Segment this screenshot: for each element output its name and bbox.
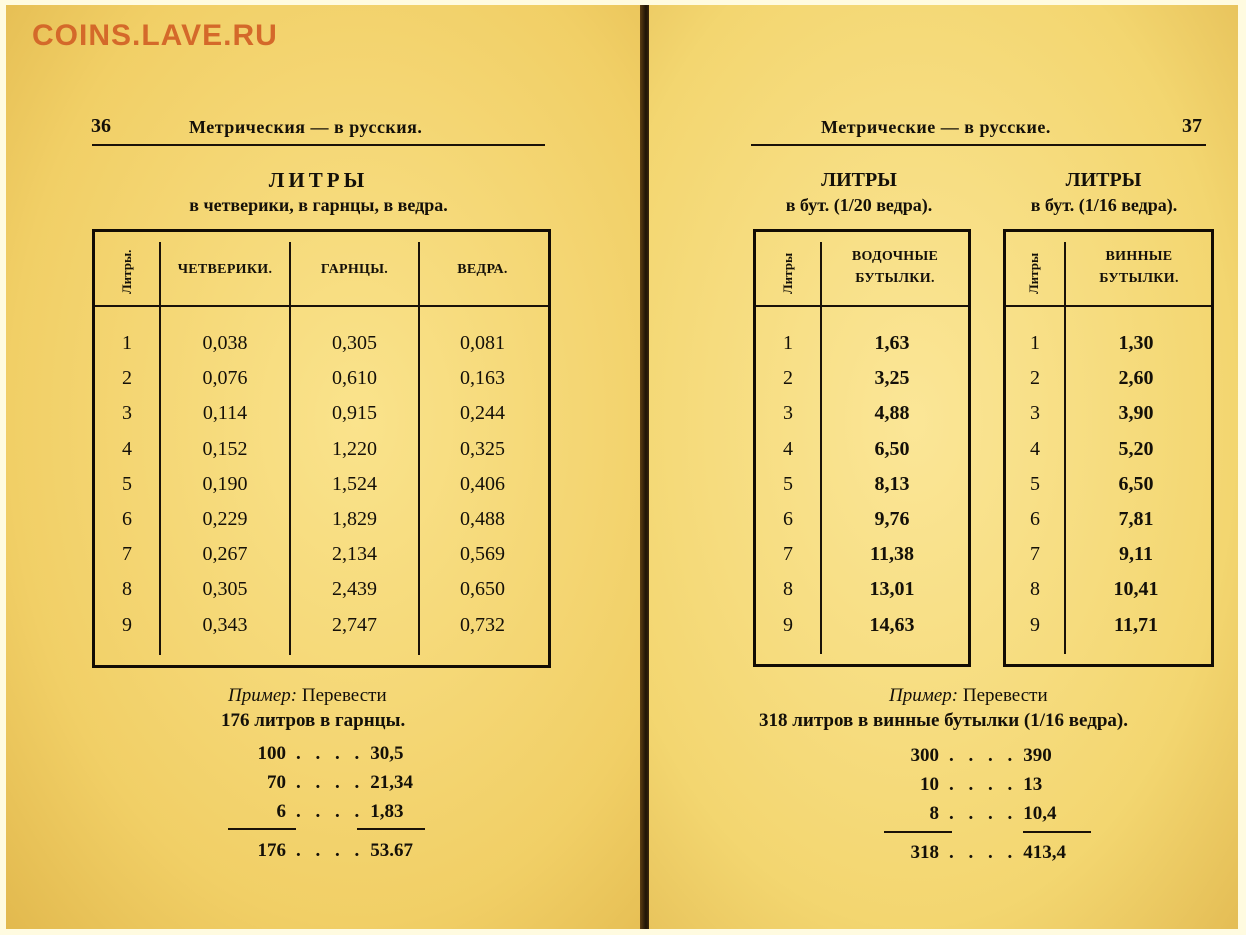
calc-leader-dots: . . . . (296, 801, 365, 822)
calc-total (894, 842, 1066, 864)
wine-table-cell: 10,41 (1113, 578, 1159, 601)
left-example-line2: 176 литров в гарнцы. (221, 710, 406, 731)
calc-result: 30,5 (370, 743, 404, 764)
wine-table-cell: 8 (1030, 578, 1040, 601)
left-table-cell: 2 (122, 367, 132, 390)
left-table-cell: 0,190 (202, 472, 248, 495)
table-b-subtitle: в бут. (1/16 ведра). (1030, 195, 1178, 215)
header-chetveriki: ЧЕТВЕРИКИ. (177, 262, 273, 277)
vodka-table-cell: 3 (783, 402, 793, 425)
left-title: ЛИТРЫ (268, 168, 369, 192)
header-divider (95, 305, 548, 307)
table-b-title: ЛИТРЫ (1065, 169, 1142, 191)
sum-rule (1023, 831, 1091, 833)
calc-leader-dots: . . . . (949, 745, 1018, 766)
left-table-cell: 6 (122, 508, 132, 530)
page-number-right: 37 (1182, 115, 1202, 137)
calc-result: 390 (1023, 745, 1052, 766)
calc-result: 53.67 (370, 840, 413, 861)
wine-table-cell: 7,81 (1118, 508, 1154, 530)
wine-table-cell: 3 (1030, 402, 1040, 425)
table-a-subtitle: в бут. (1/20 ведра). (785, 195, 933, 215)
calc-row (894, 745, 1052, 767)
header-wine-bottles: ВИННЫЕ БУТЫЛКИ. (1099, 249, 1179, 286)
calc-result: 10,4 (1023, 803, 1057, 824)
running-head-left: Метрическия — в русския. (189, 117, 423, 137)
calc-liters: 300 (910, 745, 939, 766)
left-table-cell: 7 (122, 543, 132, 566)
vodka-table-cell: 4 (783, 437, 793, 460)
wine-bottles-table (1003, 229, 1214, 667)
vodka-bottles-table (753, 229, 971, 667)
left-table-cell: 0,229 (202, 508, 248, 530)
wine-table-cell: 5 (1030, 472, 1040, 495)
left-table-cell: 2,134 (332, 543, 377, 566)
wine-table-cell: 5,20 (1118, 437, 1154, 460)
left-conversion-table (92, 229, 551, 668)
calc-liters: 6 (276, 801, 286, 822)
vodka-table-cell: 1 (783, 332, 793, 354)
left-table-cell: 0,732 (460, 613, 505, 636)
left-table-cell: 0,244 (460, 402, 505, 425)
wine-table-cell: 9 (1030, 613, 1040, 636)
header-vodka-bottles: ВОДОЧНЫЕ БУТЫЛКИ. (851, 249, 939, 286)
left-table-cell: 1,524 (332, 472, 377, 495)
wine-table-cell: 4 (1030, 437, 1040, 460)
vodka-table-cell: 1,63 (874, 332, 910, 354)
left-table-cell: 0,650 (460, 578, 505, 601)
page-number-left: 36 (91, 115, 111, 137)
left-table-cell: 0,305 (202, 578, 248, 601)
left-table-cell: 0,343 (202, 613, 248, 636)
left-table-cell: 2,439 (332, 578, 377, 601)
vodka-table-cell: 8 (783, 578, 793, 601)
calc-leader-dots: . . . . (296, 840, 365, 861)
left-table-cell: 0,081 (460, 332, 505, 354)
calc-leader-dots: . . . . (949, 774, 1018, 795)
vodka-table-cell: 5 (783, 472, 793, 495)
left-table-cell: 0,038 (202, 332, 248, 354)
vodka-table-cell: 9 (783, 613, 793, 636)
wine-table-cell: 6 (1030, 508, 1040, 530)
left-table-cell: 0,569 (460, 543, 505, 566)
vodka-table-cell: 4,88 (874, 402, 910, 425)
vodka-table-cell: 14,63 (869, 613, 915, 636)
wine-table-cell: 1,30 (1118, 332, 1154, 354)
right-example-line2: 318 литров в винные бутылки (1/16 ведра). (759, 710, 1128, 731)
right-page (649, 5, 1238, 929)
left-table-cell: 1,220 (332, 437, 377, 460)
header-liters: Литры. (119, 249, 134, 294)
calc-row (894, 803, 1057, 825)
calc-row (234, 743, 404, 765)
left-table-cell: 3 (122, 402, 132, 425)
vodka-table-cell: 6,50 (874, 437, 910, 460)
vodka-table-cell: 13,01 (869, 578, 915, 601)
calc-liters: 318 (910, 842, 939, 863)
left-table-cell: 0,114 (202, 402, 248, 425)
left-table-cell: 4 (122, 437, 132, 460)
left-table-cell: 1,829 (332, 508, 377, 530)
calc-liters: 176 (257, 840, 286, 861)
left-table-cell: 1 (122, 332, 132, 354)
calc-leader-dots: . . . . (296, 743, 365, 764)
example-label: Пример: (889, 685, 959, 706)
left-table-cell: 0,076 (202, 367, 248, 390)
header-rule-left (92, 144, 545, 146)
header-divider (1006, 305, 1211, 307)
calc-liters: 100 (257, 743, 286, 764)
sum-rule (228, 828, 296, 830)
header-liters: Литры (1026, 252, 1041, 294)
calc-result: 413,4 (1023, 842, 1066, 863)
left-table-cell: 0,915 (332, 402, 377, 425)
left-table-cell: 8 (122, 578, 132, 601)
left-table-cell: 0,152 (202, 437, 248, 460)
left-table-cell: 0,267 (202, 543, 248, 566)
table-a-title: ЛИТРЫ (821, 169, 897, 191)
vodka-table-cell: 7 (783, 543, 793, 566)
watermark: COINS.LAVE.RU (32, 19, 278, 52)
left-subtitle: в четверики, в гарнцы, в ведра. (189, 195, 448, 215)
left-table-cell: 0,305 (332, 332, 377, 354)
calc-leader-dots: . . . . (296, 772, 365, 793)
header-vedra: ВЕДРА. (457, 262, 508, 277)
left-table-cell: 5 (122, 472, 132, 495)
wine-table-cell: 9,11 (1119, 543, 1153, 566)
calc-total (234, 840, 413, 862)
wine-table-cell: 2 (1030, 367, 1040, 390)
wine-table-cell: 11,71 (1114, 613, 1158, 636)
calc-liters: 8 (929, 803, 939, 824)
running-head-right: Метрические — в русские. (821, 117, 1051, 137)
example-text: Перевести (962, 685, 1048, 706)
left-table-cell: 0,406 (460, 472, 505, 495)
calc-leader-dots: . . . . (949, 842, 1018, 863)
header-rule-right (751, 144, 1206, 146)
sum-rule (884, 831, 952, 833)
header-garntsy: ГАРНЦЫ. (320, 262, 389, 277)
calc-result: 1,83 (370, 801, 404, 822)
header-divider (756, 305, 968, 307)
vodka-table-cell: 2 (783, 367, 793, 390)
wine-table-cell: 7 (1030, 543, 1040, 566)
vodka-table-cell: 8,13 (874, 472, 910, 495)
left-table-cell: 9 (122, 613, 132, 636)
calc-result: 13 (1023, 774, 1043, 795)
wine-table-cell: 2,60 (1118, 367, 1154, 390)
wine-table-cell: 6,50 (1118, 472, 1154, 495)
wine-table-cell: 3,90 (1118, 402, 1154, 425)
left-table-cell: 0,325 (460, 437, 505, 460)
calc-result: 21,34 (370, 772, 413, 793)
example-label: Пример: (228, 685, 298, 706)
calc-row (894, 774, 1042, 796)
left-table-cell: 2,747 (332, 613, 377, 636)
vodka-table-cell: 9,76 (874, 508, 910, 530)
calc-row (234, 801, 404, 823)
calc-liters: 10 (920, 774, 939, 795)
wine-table-cell: 1 (1030, 332, 1040, 354)
left-page (6, 5, 643, 929)
book-spread (6, 5, 1238, 929)
sum-rule (357, 828, 425, 830)
left-example-line1 (228, 685, 387, 707)
example-text: Перевести (301, 685, 387, 706)
left-table-cell: 0,488 (460, 508, 505, 530)
left-table-cell: 0,610 (332, 367, 377, 390)
calc-row (234, 772, 413, 794)
calc-liters: 70 (267, 772, 286, 793)
header-liters: Литры (780, 252, 795, 294)
right-example-line1 (889, 685, 1048, 707)
vodka-table-cell: 3,25 (874, 367, 910, 390)
calc-leader-dots: . . . . (949, 803, 1018, 824)
vodka-table-cell: 6 (783, 508, 793, 530)
left-table-cell: 0,163 (460, 367, 505, 390)
vodka-table-cell: 11,38 (870, 543, 914, 566)
